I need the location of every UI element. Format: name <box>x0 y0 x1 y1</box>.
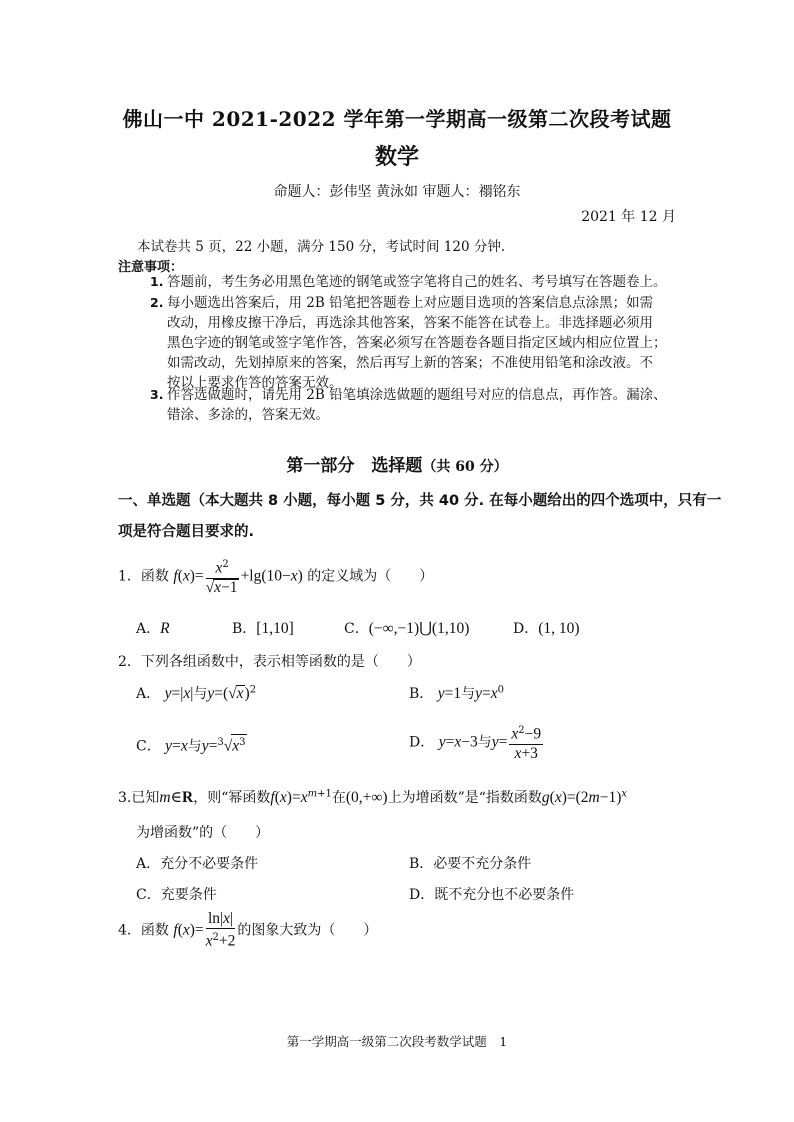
notice-number: 3. <box>150 387 164 402</box>
exam-title: 佛山一中 2021-2022 学年第一学期高一级第二次段考试题 <box>122 107 672 131</box>
q2-option-c: C． y=x与$y=^3√x^3$ <box>136 734 247 756</box>
question-3: 3.已知m∈R，则“幂函数$f(x)=x^{m+1}$在(0,+∞)上为增函数”是“指数函数$g(x)=(2m-1)^x$ <box>118 788 628 806</box>
fraction: $\frac{x^2-9}{x+3}$ <box>509 722 543 763</box>
q2-option-d: D． y=x−3与y= $\frac{x^2-9}{x+3}$ <box>409 722 545 763</box>
q2-option-a: A． y=|x|与$y=(√x)^2$ <box>136 684 257 702</box>
notice-number: 1. <box>150 274 164 289</box>
fraction: $\frac{\ln|x|}{x^2+2}$ <box>205 910 236 950</box>
formula: f <box>173 567 178 585</box>
question-prefix: 函数 <box>140 568 169 585</box>
notice-item-3 <box>150 385 667 425</box>
notice-item-1 <box>150 272 667 292</box>
part-one-score: （共 60 分） <box>422 459 508 475</box>
section-one-line-2: 项是符合题目要求的. <box>118 524 255 540</box>
notice-line: 答题前，考生务必用黑色笔迹的钢笔或签字笔将自己的姓名、考号填写在答题卷上。 <box>167 274 667 290</box>
q3-option-a: A．充分不必要条件 <box>136 856 259 872</box>
question-number: 4． <box>118 922 141 939</box>
option-label: D． <box>513 621 539 637</box>
q1-option-a <box>136 618 170 638</box>
option-label: C． <box>344 621 369 637</box>
option-value: [1,10] <box>256 620 294 637</box>
question-suffix: 的定义域为（ ） <box>307 568 434 585</box>
notice-line: 按以上要求作答的答案无效。 <box>167 375 343 391</box>
notice-line: 黑色字迹的钢笔或签字笔作答，答案必须写在答题卷各题目指定区域内相应位置上； <box>167 335 667 351</box>
notice-line: 每小题选出答案后，用 2B 铅笔把答题卷上对应题目选项的答案信息点涂黑；如需 <box>167 295 654 311</box>
notice-line: 改动，用橡皮擦干净后，再选涂其他答案，答案不能答在试卷上。非选择题必须用 <box>167 315 653 331</box>
exam-intro: 本试卷共 5 页，22 小题，满分 150 分，考试时间 120 分钟. <box>137 239 506 255</box>
fraction: $\frac{x^2}{√x-1}$ <box>206 556 239 597</box>
option-label: B． <box>409 686 434 702</box>
question-number: 2． <box>118 654 141 670</box>
page-number: 1 <box>499 1034 508 1049</box>
part-one-heading <box>0 451 794 476</box>
option-label: A． <box>136 621 161 637</box>
question-text: 下列各组函数中，表示相等函数的是（ ） <box>140 654 421 670</box>
notice-heading: 注意事项： <box>118 260 184 275</box>
exam-date: 2021 年 12 月 <box>581 209 676 225</box>
notice-line: 作答选做题时，请先用 2B 铅笔填涂选做题的题组号对应的信息点，再作答。漏涂、 <box>167 387 667 403</box>
authors-line: 命题人：彭伟坚 黄泳如 审题人：禤铭东 <box>273 184 521 200</box>
q1-option-d <box>513 618 580 638</box>
page-footer <box>0 1032 794 1050</box>
option-value: (1, 10) <box>538 620 580 637</box>
q3-option-b: B．必要不充分条件 <box>409 856 532 872</box>
option-label: A． <box>136 686 161 702</box>
question-4: 4．函数 f(x)= $\frac{\ln|x|}{x^2+2}$ 的图象大致为（ ） <box>118 910 378 950</box>
notice-line: 错涂、多涂的，答案无效。 <box>167 407 329 423</box>
option-value: R <box>160 620 170 637</box>
q3-option-c: C．充要条件 <box>136 887 217 903</box>
notice-item-2 <box>150 293 667 393</box>
question-1: 1．函数 f(x)= $\frac{x^2}{√x-1}$ +lg(10−x) 的定义域为（ ） <box>118 556 433 597</box>
option-label: B． <box>232 621 257 637</box>
q1-option-c <box>344 618 469 638</box>
option-label: C． <box>136 738 161 755</box>
option-value: (−∞,−1)⋃(1,10) <box>368 620 470 637</box>
q1-option-b <box>232 618 294 638</box>
question-number: 3. <box>118 790 132 806</box>
notice-number: 2. <box>150 295 164 310</box>
option-label: D． <box>409 734 435 751</box>
subject-title: 数学 <box>374 144 419 170</box>
part-one-title: 第一部分 选择题 <box>286 456 423 476</box>
section-one-line-1: 一、单选题（本大题共 8 小题，每小题 5 分，共 40 分. 在每小题给出的四个选项中，只有一 <box>118 493 722 509</box>
question-number: 1． <box>118 568 141 585</box>
q3-option-d: D．既不充分也不必要条件 <box>409 887 575 903</box>
q2-option-b: B． y=1与$y=x^0$ <box>409 684 505 702</box>
question-3-line-2: 为增函数”的（ ） <box>136 825 270 841</box>
question-2 <box>118 651 421 671</box>
notice-line: 如需改动，先划掉原来的答案，然后再写上新的答案；不准使用铅笔和涂改液。不 <box>167 355 653 371</box>
footer-text: 第一学期高一级第二次段考数学试题 <box>286 1034 487 1049</box>
